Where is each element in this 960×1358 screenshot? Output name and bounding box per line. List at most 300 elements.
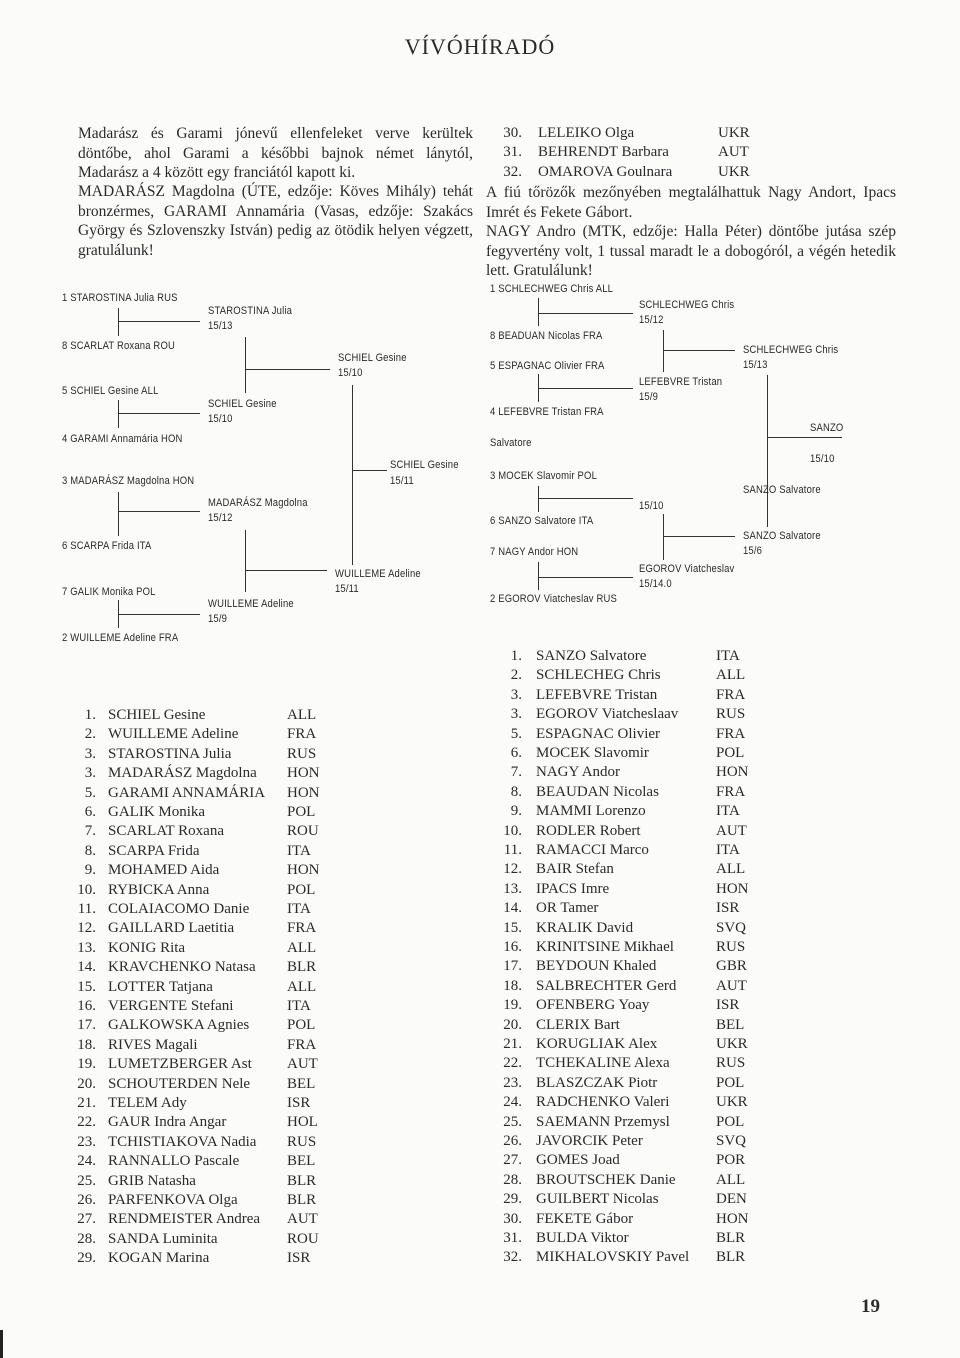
result-name: KOGAN Marina — [108, 1250, 210, 1267]
result-rank: 14. — [77, 959, 96, 976]
result-name: PARFENKOVA Olga — [108, 1192, 238, 1208]
bracket-r2-name: LEFEBVRE Tristan — [639, 376, 723, 388]
bracket-r2-name: MADARÁSZ Magdolna — [208, 497, 308, 509]
bracket-line — [245, 369, 330, 370]
result-country: FRA — [287, 920, 317, 937]
result-country: ISR — [287, 1250, 311, 1267]
result-name: BLASZCZAK Piotr — [536, 1074, 658, 1091]
result-row — [496, 1113, 766, 1132]
result-row — [70, 725, 337, 744]
result-name: GOMES Joad — [536, 1152, 620, 1169]
result-name: KRAVCHENKO Natasa — [108, 959, 256, 976]
result-row — [496, 899, 766, 918]
result-rank: 3. — [84, 765, 96, 782]
result-name: BEYDOUN Khaled — [536, 958, 657, 975]
result-name: RANNALLO Pascale — [108, 1153, 240, 1170]
bracket-line — [245, 337, 246, 393]
result-row — [70, 861, 337, 880]
result-country: ALL — [716, 1171, 746, 1188]
result-name: OFENBERG Yoay — [536, 997, 650, 1014]
bracket-entry: 3 MOCEK Slavomir POL — [490, 470, 598, 482]
bracket-line — [352, 470, 387, 471]
result-row — [496, 1035, 766, 1054]
result-row — [70, 1094, 337, 1113]
result-row — [496, 705, 766, 724]
result-row — [70, 1172, 337, 1191]
result-row — [496, 763, 766, 782]
result-name: SANDA Luminita — [108, 1230, 218, 1247]
result-row — [70, 1055, 337, 1074]
result-country: FRA — [716, 725, 746, 742]
result-name: LOTTER Tatjana — [108, 978, 213, 995]
result-row — [70, 1210, 337, 1229]
result-name: NAGY Andor — [536, 764, 621, 781]
result-name: LELEIKO Olga — [538, 125, 635, 141]
result-name: RYBICKA Anna — [108, 881, 210, 898]
bracket-line — [538, 577, 633, 578]
result-rank: 2. — [84, 726, 96, 743]
result-rank: 21. — [77, 1095, 96, 1111]
result-name: MIKHALOVSKIY Pavel — [536, 1249, 690, 1266]
bracket-r3-name: SANZO Salvatore — [743, 530, 821, 542]
result-name: RIVES Magali — [108, 1036, 198, 1053]
result-country: FRA — [287, 1036, 317, 1053]
result-rank: 31. — [503, 1230, 522, 1246]
result-row — [70, 1152, 337, 1171]
result-country: BLR — [287, 959, 317, 976]
bracket-r3-name: SCHIEL Gesine — [338, 352, 407, 364]
bracket-line — [538, 486, 539, 512]
result-name: GARAMI ANNAMÁRIA — [108, 784, 266, 801]
result-rank: 26. — [503, 1133, 522, 1149]
result-country: RUS — [716, 939, 746, 955]
result-rank: 31. — [503, 144, 522, 161]
result-name: BEAUDAN Nicolas — [536, 783, 659, 800]
result-rank: 8. — [510, 783, 522, 800]
result-rank: 15. — [77, 978, 96, 995]
result-row — [496, 1151, 766, 1170]
bracket-entry: 8 BEADUAN Nicolas FRA — [490, 330, 603, 342]
result-row — [70, 1075, 337, 1094]
result-row — [496, 977, 766, 996]
bracket-r2-score: 15/13 — [208, 320, 233, 332]
result-country: ISR — [716, 900, 740, 917]
result-name: RAMACCI Marco — [536, 842, 649, 858]
result-name: EGOROV Viatcheslaav — [536, 706, 679, 723]
result-rank: 12. — [503, 861, 522, 878]
result-country: BLR — [716, 1249, 746, 1266]
bracket-entry: 4 LEFEBVRE Tristan FRA — [490, 406, 604, 418]
result-rank: 18. — [77, 1036, 96, 1053]
result-row — [70, 1113, 337, 1132]
result-name: RENDMEISTER Andrea — [108, 1211, 261, 1228]
bracket-entry: 1 STAROSTINA Julia RUS — [62, 292, 178, 304]
result-country: ALL — [287, 707, 317, 723]
result-rank: 32. — [503, 163, 522, 180]
result-rank: 21. — [503, 1036, 522, 1052]
bracket-r2-score: 15/14.0 — [639, 578, 672, 590]
result-name: GALKOWSKA Agnies — [108, 1017, 250, 1034]
result-row — [496, 919, 766, 938]
result-name: BULDA Viktor — [536, 1230, 629, 1246]
result-row — [496, 1248, 766, 1267]
bracket-line — [352, 385, 353, 565]
result-rank: 1. — [84, 707, 96, 723]
result-country: ROU — [287, 823, 319, 840]
result-name: OMAROVA Goulnara — [538, 163, 673, 180]
result-rank: 9. — [84, 862, 96, 879]
result-country: AUT — [716, 977, 747, 994]
result-rank: 30. — [503, 125, 522, 141]
bracket-line — [538, 298, 539, 326]
result-country: RUS — [716, 1055, 746, 1072]
bracket-line — [118, 413, 200, 414]
result-name: ESPAGNAC Olivier — [536, 725, 661, 742]
result-country: FRA — [716, 783, 746, 800]
result-country: POL — [716, 1113, 745, 1130]
result-name: TCHISTIAKOVA Nadia — [108, 1133, 257, 1150]
result-rank: 29. — [77, 1250, 96, 1267]
bracket-line — [245, 530, 246, 592]
result-country: ISR — [287, 1095, 311, 1111]
bracket-final-name: SCHIEL Gesine — [390, 459, 459, 471]
result-country: BLR — [287, 1192, 317, 1208]
result-row — [496, 1054, 766, 1073]
result-row — [496, 744, 766, 763]
bracket-entry: 1 SCHLECHWEG Chris ALL — [490, 283, 614, 295]
result-country: DEN — [716, 1191, 747, 1208]
result-country: ALL — [287, 939, 317, 956]
result-country: RUS — [716, 706, 746, 723]
result-rank: 10. — [77, 881, 96, 898]
result-row — [70, 881, 337, 900]
result-row — [496, 725, 766, 744]
result-rank: 30. — [503, 1210, 522, 1227]
bracket-line — [663, 514, 664, 560]
result-row — [496, 783, 766, 802]
result-name: KORUGLIAK Alex — [536, 1036, 658, 1052]
result-name: SANZO Salvatore — [536, 648, 647, 664]
result-country: ITA — [716, 648, 740, 664]
result-country: AUT — [287, 1056, 318, 1073]
result-rank: 7. — [510, 764, 522, 781]
result-rank: 17. — [503, 958, 522, 975]
bracket-r2-score: 15/12 — [208, 512, 233, 524]
result-row — [496, 163, 768, 182]
page-edge-mark — [0, 1330, 3, 1358]
bracket-line — [245, 570, 327, 571]
result-row — [70, 1016, 337, 1035]
result-rank: 22. — [503, 1055, 522, 1072]
result-rank: 26. — [77, 1192, 96, 1208]
result-row — [496, 124, 768, 143]
result-row — [70, 978, 337, 997]
result-row — [496, 1171, 766, 1190]
result-row — [70, 1249, 337, 1268]
result-row — [70, 706, 337, 725]
result-row — [496, 860, 766, 879]
bracket-line — [538, 562, 539, 590]
bracket-line — [118, 308, 119, 336]
bracket-final-score: 15/11 — [390, 475, 414, 487]
result-rank: 2. — [510, 667, 522, 684]
result-rank: 22. — [77, 1114, 96, 1131]
result-rank: 28. — [77, 1230, 96, 1247]
result-country: RUS — [287, 1133, 317, 1150]
result-name: GUILBERT Nicolas — [536, 1191, 659, 1208]
result-rank: 13. — [503, 880, 522, 897]
bracket-line — [118, 400, 119, 428]
result-name: MOCEK Slavomir — [536, 745, 649, 761]
bracket-entry: 7 NAGY Andor HON — [490, 546, 579, 558]
result-name: GAILLARD Laetitia — [108, 920, 235, 937]
bracket-line — [118, 614, 200, 615]
result-country: POL — [287, 1017, 316, 1034]
result-row — [496, 1093, 766, 1112]
result-rank: 3. — [510, 706, 522, 723]
result-row — [496, 1132, 766, 1151]
result-rank: 16. — [503, 939, 522, 955]
result-name: MAMMI Lorenzo — [536, 803, 646, 820]
bracket-r3-score: 15/13 — [743, 359, 768, 371]
result-country: SVQ — [716, 919, 747, 936]
result-name: SCARLAT Roxana — [108, 823, 224, 840]
result-name: IPACS Imre — [536, 880, 610, 897]
bracket-r3-name: SCHLECHWEG Chris — [743, 344, 839, 356]
result-country: POL — [716, 1074, 745, 1091]
result-name: WUILLEME Adeline — [108, 726, 239, 743]
bracket-entry: 3 MADARÁSZ Magdolna HON — [62, 475, 195, 487]
page-title: VÍVÓHÍRADÓ — [404, 34, 556, 59]
result-rank: 5. — [510, 725, 522, 742]
result-country: HON — [716, 880, 749, 897]
result-name: VERGENTE Stefani — [108, 998, 234, 1014]
result-name: COLAIACOMO Danie — [108, 901, 250, 917]
result-name: CLERIX Bart — [536, 1016, 620, 1033]
result-rank: 18. — [503, 977, 522, 994]
bracket-entry: 4 GARAMI Annamária HON — [62, 433, 183, 445]
result-row — [70, 997, 337, 1016]
bracket-r2-name: SCHIEL Gesine — [208, 398, 277, 410]
result-row — [70, 1133, 337, 1152]
bracket-r3-name: WUILLEME Adeline — [335, 568, 421, 580]
bracket-r2-name: SCHLECHWEG Chris — [639, 299, 735, 311]
result-row — [70, 958, 337, 977]
result-country: SVQ — [716, 1133, 747, 1149]
result-country: ROU — [287, 1230, 319, 1247]
result-row — [496, 686, 766, 705]
result-rank: 27. — [77, 1211, 96, 1228]
result-name: GAUR Indra Angar — [108, 1114, 227, 1131]
bracket-r2-score: 15/10 — [208, 413, 233, 425]
result-rank: 9. — [510, 803, 522, 820]
result-name: LUMETZBERGER Ast — [108, 1056, 252, 1073]
intro-paragraph-1: Madarász és Garami jónevű ellenfeleket verve kerültek döntőbe, ahol Garami a későbbi bajnok német lánytól, Madarász a 4 között egy franciától kapott ki. — [78, 125, 473, 182]
bracket-line — [118, 321, 200, 322]
result-row — [496, 647, 766, 666]
result-country: ITA — [287, 842, 311, 859]
result-country: HON — [287, 784, 320, 801]
bracket-line — [118, 511, 200, 512]
bracket-entry: 5 ESPAGNAC Olivier FRA — [490, 360, 605, 372]
result-rank: 6. — [510, 745, 522, 761]
result-row — [70, 1191, 337, 1210]
bracket-r2-score: 15/10 — [639, 500, 664, 512]
result-country: UKR — [718, 125, 750, 141]
bracket-entry: 6 SCARPA Frida ITA — [62, 540, 152, 552]
result-country: BEL — [287, 1075, 316, 1092]
result-name: FEKETE Gábor — [536, 1210, 634, 1227]
bracket-entry: 7 GALIK Monika POL — [62, 586, 156, 598]
result-name: OR Tamer — [536, 900, 599, 917]
result-row — [70, 842, 337, 861]
result-rank: 7. — [84, 823, 96, 840]
bracket-r2-name: WUILLEME Adeline — [208, 598, 294, 610]
result-row — [496, 1016, 766, 1035]
result-row — [496, 880, 766, 899]
result-rank: 3. — [84, 745, 96, 762]
result-name: RODLER Robert — [536, 822, 641, 839]
result-row — [70, 803, 337, 822]
bracket-entry: 2 WUILLEME Adeline FRA — [62, 632, 179, 644]
result-country: HOL — [287, 1114, 318, 1131]
result-row — [496, 938, 766, 957]
result-country: HON — [716, 1210, 749, 1227]
result-country: AUT — [716, 822, 747, 839]
result-row — [496, 1210, 766, 1229]
result-name: RADCHENKO Valeri — [536, 1094, 670, 1111]
bracket-entry: 5 SCHIEL Gesine ALL — [62, 385, 159, 397]
result-name: SALBRECHTER Gerd — [536, 977, 677, 994]
bracket-semi-score: 15/10 — [810, 453, 835, 465]
result-name: BROUTSCHEK Danie — [536, 1171, 676, 1188]
bracket-line — [538, 313, 633, 314]
result-name: MOHAMED Aida — [108, 862, 220, 879]
result-name: JAVORCIK Peter — [536, 1133, 643, 1149]
result-row — [496, 822, 766, 841]
result-row — [70, 784, 337, 803]
result-country: ITA — [716, 803, 740, 820]
result-rank: 23. — [503, 1074, 522, 1091]
result-row — [496, 996, 766, 1015]
result-name: BAIR Stefan — [536, 861, 614, 878]
bracket-r3-score: 15/11 — [335, 583, 359, 595]
result-country: ITA — [287, 998, 311, 1014]
result-country: HON — [287, 765, 320, 782]
result-name: KRALIK David — [536, 919, 634, 936]
result-country: AUT — [287, 1211, 318, 1228]
result-name: SCHIEL Gesine — [108, 707, 206, 723]
result-name: STAROSTINA Julia — [108, 745, 232, 762]
result-rank: 25. — [77, 1172, 96, 1189]
result-country: ALL — [287, 978, 317, 995]
bracket-r2-name: STAROSTINA Julia — [208, 305, 293, 317]
men-intro-paragraph-1: A fiú tőrözők mezőnyében megtalálhattuk Nagy Andort, Ipacs Imrét és Fekete Gábort. — [486, 184, 896, 221]
result-country: UKR — [716, 1094, 748, 1111]
intro-paragraph-2: MADARÁSZ Magdolna (ÚTE, edzője: Köves Mihály) tehát bronzérmes, GARAMI Annamária (Vasas, edzője: Szakács György és Szlovenszky István) pedig az ötödik helyen végzett, gratulálunk! — [78, 183, 473, 259]
result-rank: 13. — [77, 939, 96, 956]
result-country: POL — [287, 804, 316, 820]
bracket-line — [538, 388, 633, 389]
result-row — [70, 1230, 337, 1249]
bracket-line — [767, 375, 768, 527]
result-rank: 15. — [503, 919, 522, 936]
result-rank: 6. — [84, 804, 96, 820]
result-country: ALL — [716, 667, 746, 684]
result-country: ITA — [716, 842, 740, 858]
result-name: GALIK Monika — [108, 804, 206, 820]
result-rank: 11. — [503, 842, 522, 858]
result-country: AUT — [718, 144, 749, 161]
result-rank: 23. — [77, 1133, 96, 1150]
result-name: MADARÁSZ Magdolna — [108, 765, 257, 782]
result-row — [496, 802, 766, 821]
result-rank: 3. — [510, 686, 522, 703]
result-country: POL — [716, 745, 745, 761]
bracket-r3-score: 15/6 — [743, 545, 763, 557]
result-rank: 19. — [503, 997, 522, 1014]
result-rank: 24. — [77, 1153, 96, 1170]
result-country: RUS — [287, 745, 317, 762]
result-rank: 27. — [503, 1152, 522, 1169]
bracket-entry: 2 EGOROV Viatcheslav RUS — [490, 593, 617, 605]
result-rank: 8. — [84, 842, 96, 859]
result-name: KRINITSINE Mikhael — [536, 939, 674, 955]
result-row — [496, 1074, 766, 1093]
bracket-line — [767, 437, 842, 438]
result-rank: 20. — [77, 1075, 96, 1092]
bracket-semi-name: SANZO — [810, 422, 844, 434]
result-rank: 25. — [503, 1113, 522, 1130]
bracket-entry: 6 SANZO Salvatore ITA — [490, 515, 594, 527]
result-row — [496, 841, 766, 860]
result-rank: 20. — [503, 1016, 522, 1033]
result-name: TELEM Ady — [108, 1095, 187, 1111]
bracket-r2-score: 15/12 — [639, 314, 664, 326]
result-rank: 10. — [503, 822, 522, 839]
result-country: ISR — [716, 997, 740, 1014]
bracket-winner-name: SANZO Salvatore — [743, 484, 821, 496]
result-row — [70, 919, 337, 938]
result-country: POL — [287, 881, 316, 898]
result-name: SCARPA Frida — [108, 842, 200, 859]
result-country: ALL — [716, 861, 746, 878]
bracket-r2-score: 15/9 — [208, 613, 228, 625]
result-country: GBR — [716, 958, 747, 975]
result-rank: 14. — [503, 900, 522, 917]
result-row — [70, 764, 337, 783]
result-country: HON — [287, 862, 320, 879]
bracket-entry: Salvatore — [490, 437, 532, 449]
bracket-line — [118, 492, 119, 536]
result-country: UKR — [716, 1036, 748, 1052]
result-name: SAEMANN Przemysl — [536, 1113, 670, 1130]
result-rank: 1. — [510, 648, 522, 664]
result-rank: 11. — [77, 901, 96, 917]
result-country: UKR — [718, 163, 750, 180]
result-row — [70, 939, 337, 958]
result-country: BEL — [287, 1153, 316, 1170]
bracket-line — [663, 350, 735, 351]
result-row — [70, 900, 337, 919]
result-name: LEFEBVRE Tristan — [536, 686, 658, 703]
result-rank: 24. — [503, 1094, 522, 1111]
page-number: 19 — [861, 1296, 880, 1317]
result-country: POR — [716, 1152, 746, 1169]
result-row — [70, 822, 337, 841]
result-rank: 12. — [77, 920, 96, 937]
result-row — [496, 666, 766, 685]
